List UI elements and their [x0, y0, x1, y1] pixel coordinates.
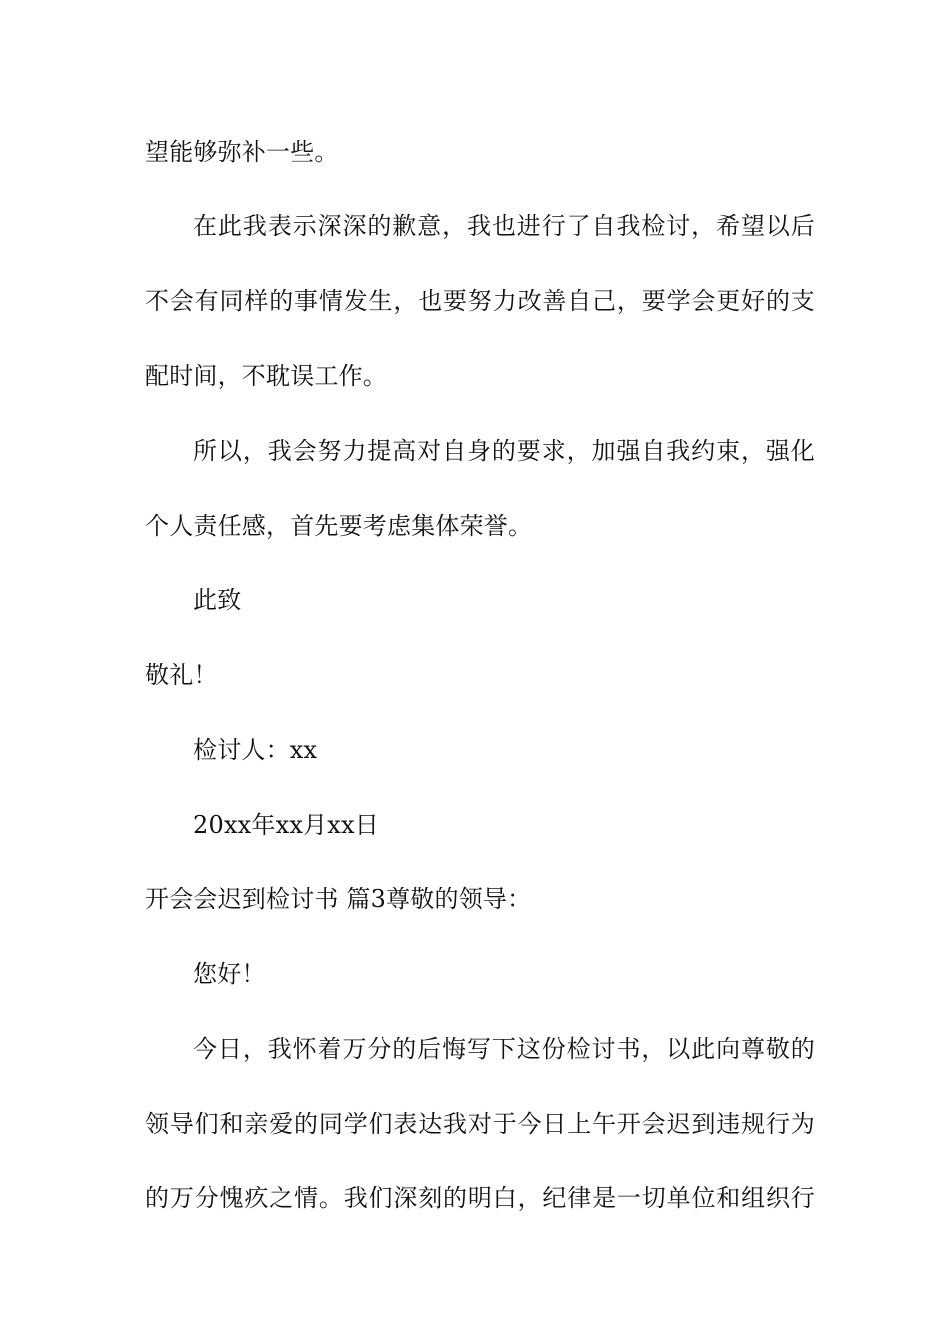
paragraph-line: 个人责任感，首先要考虑集体荣誉。 [145, 512, 533, 540]
paragraph-line: 不会有同样的事情发生，也要努力改善自己，要学会更好的支 [145, 287, 815, 315]
signer-line: 检讨人：xx [193, 736, 318, 764]
paragraph-line: 所以，我会努力提高对自身的要求，加强自我约束，强化 [193, 437, 815, 465]
salutation-line: 敬礼！ [145, 661, 218, 689]
text-line: 望能够弥补一些。 [145, 138, 339, 166]
paragraph-line: 在此我表示深深的歉意，我也进行了自我检讨，希望以后 [193, 212, 815, 240]
greeting-line: 您好！ [193, 960, 266, 988]
paragraph-line: 的万分愧疚之情。我们深刻的明白，纪律是一切单位和组织行 [145, 1184, 815, 1212]
date-line: 20xx年xx月xx日 [193, 811, 379, 839]
closing-line: 此致 [193, 586, 242, 614]
paragraph-line: 配时间，不耽误工作。 [145, 362, 387, 390]
paragraph-line: 今日，我怀着万分的后悔写下这份检讨书，以此向尊敬的 [193, 1035, 815, 1063]
paragraph-line: 领导们和亲爱的同学们表达我对于今日上午开会迟到违规行为 [145, 1110, 815, 1138]
section-title: 开会会迟到检讨书 篇3尊敬的领导： [145, 885, 532, 913]
